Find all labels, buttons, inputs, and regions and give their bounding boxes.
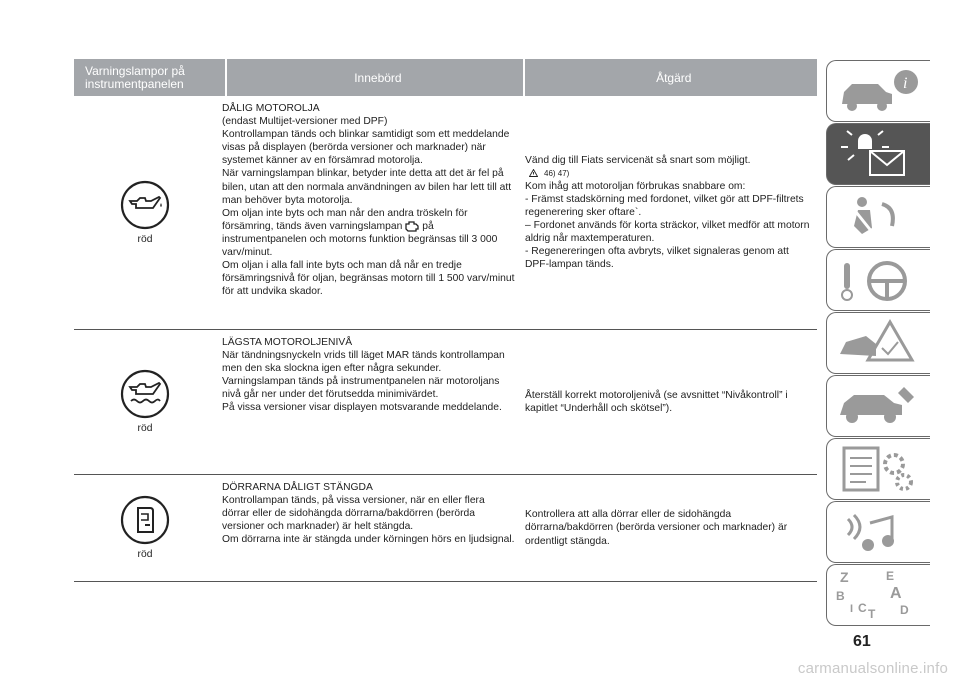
svg-text:D: D	[900, 603, 909, 617]
meaning-title: LÄGSTA MOTOROLJENIVÅ	[222, 337, 353, 348]
svg-text:T: T	[868, 607, 876, 621]
table-row	[74, 330, 817, 475]
safety-icon	[832, 190, 924, 244]
meaning-text: På vissa versioner visar displayen motsvarande meddelande.	[222, 402, 502, 414]
watermark: carmanualsonline.info	[797, 660, 948, 677]
action-text: Vänd dig till Fiats servicenät så snart som möjligt.	[525, 154, 751, 166]
meaning-text-part: på instrumentpanelen och motorns funktion begränsas till 3 000 varv/minut.	[222, 220, 498, 259]
warning-lights-table	[74, 59, 817, 582]
oil-level-icon	[119, 368, 171, 420]
meaning-text: Kontrollampan tänds och blinkar samtidigt som ett meddelande visas på displayen (berörda versioner och marknader) när systemet känner av en försämrad motorolja.	[222, 129, 510, 167]
svg-text:C: C	[858, 601, 867, 615]
svg-text:Z: Z	[840, 569, 849, 585]
lamp-color-label: röd	[137, 423, 153, 435]
header-warning-lamps: Varningslampor på instrumentpanelen	[85, 63, 185, 91]
action-text: - Regenereringen ofta avbryts, vilket signaleras genom att DPF-lampan tänds.	[525, 246, 789, 271]
chapter-tab-safety[interactable]	[826, 186, 930, 248]
maintenance-icon	[832, 379, 924, 433]
warning-reference	[525, 167, 815, 180]
meaning-text	[222, 207, 515, 259]
meaning-cell	[216, 330, 515, 474]
chapter-tab-multimedia[interactable]	[826, 501, 930, 563]
meaning-text: (endast Multijet-versioner med DPF)	[222, 116, 388, 128]
table-row	[74, 475, 817, 582]
lamp-color-label: röd	[137, 233, 153, 245]
action-cell	[515, 96, 815, 329]
action-cell	[515, 475, 815, 581]
meaning-text: När tändningsnyckeln vrids till läget MAR tänds kontrollampan men den ska slockna igen efter några sekunder.	[222, 350, 505, 375]
meaning-text-part: Om oljan inte byts och man når den andra tröskeln för försämring, tänds även varningslampan	[222, 207, 468, 232]
header-action: Åtgärd	[656, 70, 692, 85]
chapter-tab-car-info[interactable]	[826, 60, 930, 122]
chapter-tab-warning-lights[interactable]	[826, 123, 930, 185]
chapter-tab-technical-data[interactable]	[826, 438, 930, 500]
header-divider	[225, 59, 227, 96]
action-cell	[515, 330, 815, 474]
header-meaning: Innebörd	[354, 70, 402, 85]
header-divider	[523, 59, 525, 96]
chapter-tab-maintenance[interactable]	[826, 375, 930, 437]
multimedia-icon	[832, 505, 924, 559]
meaning-text: Kontrollampan tänds, på vissa versioner, när en eller flera dörrar eller de sidohängda dörrarna/bakdörren (berörda versioner och marknader) är helt stängda.	[222, 495, 485, 533]
action-text: – Fordonet används för korta sträckor, vilket medför att motorn aldrig når maxtemperaturen.	[525, 220, 810, 245]
action-text: Kontrollera att alla dörrar eller de sidohängda dörrarna/bakdörren (berörda versioner och marknader) är ordentligt stängda.	[525, 509, 788, 547]
lamp-cell	[74, 96, 216, 329]
action-text: - Främst stadskörning med fordonet, vilket gör att DPF-filtrets regenerering sker oftare`.	[525, 193, 804, 218]
technical-data-icon	[832, 442, 924, 496]
warning-triangle-icon	[529, 169, 538, 177]
warning-reference-numbers: 46) 47)	[544, 168, 570, 178]
svg-text:i: i	[903, 75, 908, 92]
table-header	[74, 59, 817, 96]
lamp-color-label: röd	[137, 549, 153, 561]
engine-check-icon	[404, 221, 420, 232]
lamp-cell	[74, 330, 216, 474]
meaning-title: DÖRRARNA DÅLIGT STÄNGDA	[222, 482, 373, 493]
meaning-cell	[216, 475, 515, 581]
action-text: Kom ihåg att motoroljan förbrukas snabbare om:	[525, 180, 746, 192]
action-text: Återställ korrekt motoroljenivå (se avsnittet “Nivåkontroll” i kapitlet “Underhåll och skötsel”).	[525, 389, 788, 414]
warning-lights-icon	[832, 127, 924, 181]
driving-icon	[832, 253, 924, 307]
meaning-text: Varningslampan tänds på instrumentpanelen när motoroljans nivå går ner under det förutsedda minimivärdet.	[222, 376, 500, 401]
meaning-text: Om oljan i alla fall inte byts och man då når en tredje försämringsnivå för oljan, begränsas motorn till 1 500 varv/minut för att undvika skador.	[222, 260, 515, 298]
meaning-title: DÅLIG MOTOROLJA	[222, 103, 320, 114]
table-row	[74, 96, 817, 330]
car-info-icon	[832, 64, 924, 118]
oil-pressure-icon	[119, 179, 171, 231]
door-open-icon	[119, 494, 171, 546]
svg-text:I: I	[850, 603, 854, 615]
index-icon	[832, 568, 924, 622]
chapter-tab-emergency[interactable]	[826, 312, 930, 374]
page-number: 61	[853, 633, 871, 650]
chapter-tab-index[interactable]	[826, 564, 930, 626]
svg-text:E: E	[886, 569, 895, 583]
meaning-text: När varningslampan blinkar, betyder inte detta att det är fel på bilen, utan att den normala användningen av bilen har lett till att man behöver byta motorolja.	[222, 168, 512, 206]
lamp-cell	[74, 475, 216, 581]
svg-text:A: A	[890, 585, 902, 602]
chapter-tab-driving[interactable]	[826, 249, 930, 311]
meaning-cell	[216, 96, 515, 329]
emergency-icon	[832, 316, 924, 370]
svg-text:B: B	[836, 589, 845, 603]
meaning-text: Om dörrarna inte är stängda under körningen hörs en ljudsignal.	[222, 534, 515, 546]
